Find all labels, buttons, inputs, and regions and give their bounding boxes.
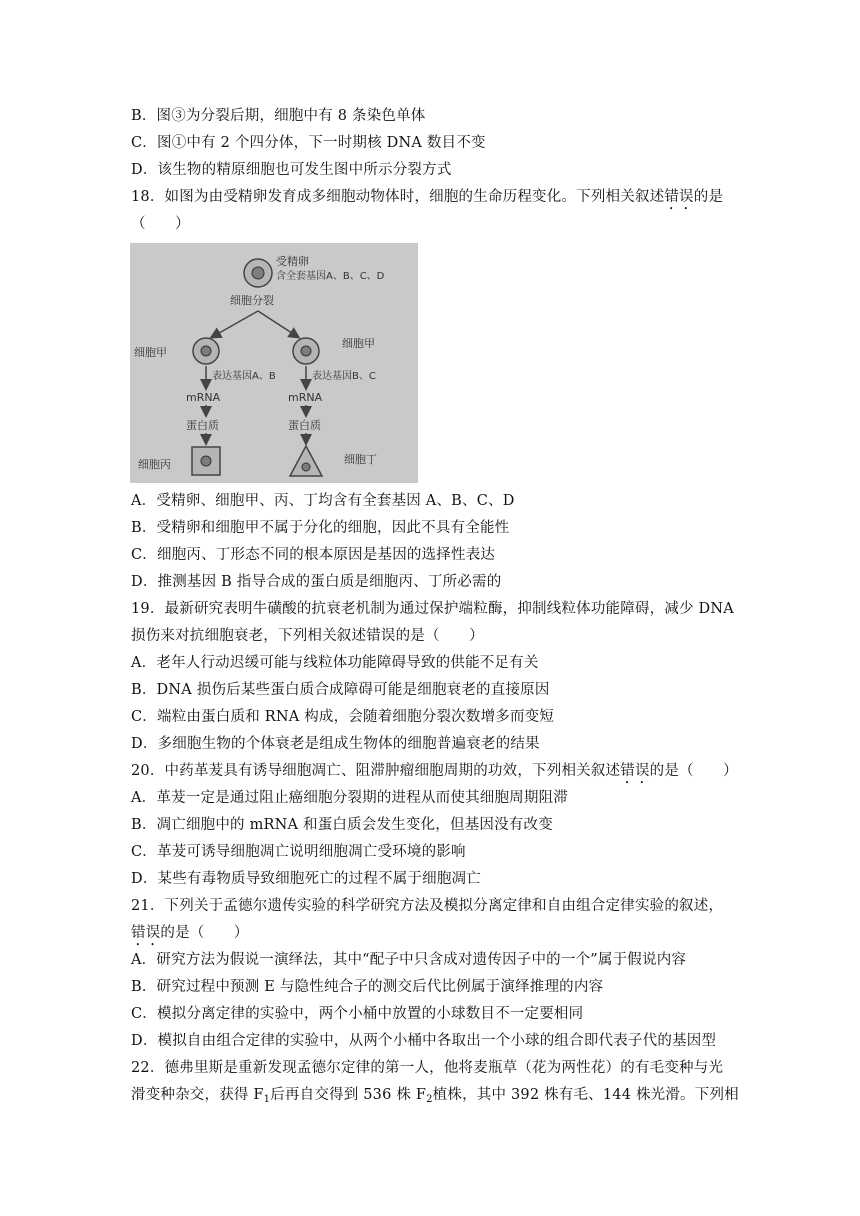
q18-option-c: C．细胞丙、丁形态不同的根本原因是基因的选择性表达 bbox=[131, 547, 496, 563]
q21-stem-line1: 21．下列关于孟德尔遗传实验的科学研究方法及模拟分离定律和自由组合定律实验的叙述， bbox=[131, 898, 724, 914]
zygote-label: 受精卵 bbox=[276, 255, 309, 268]
q21-option-c: C．模拟分离定律的实验中，两个小桶中放置的小球数目不一定要相同 bbox=[131, 1006, 584, 1022]
q21-stem-tail: 的是（ ） bbox=[160, 925, 249, 941]
q18-answer-paren: （ ） bbox=[131, 216, 190, 232]
q17-option-d: D．该生物的精原细胞也可发生图中所示分裂方式 bbox=[131, 162, 452, 178]
protein-right-label: 蛋白质 bbox=[288, 419, 321, 432]
q18-option-b: B．受精卵和细胞甲不属于分化的细胞，因此不具有全能性 bbox=[131, 520, 510, 536]
express-right-label: 表达基因B、C bbox=[312, 371, 376, 382]
q21-option-a: A．研究方法为假说一演绎法，其中“配子中只含成对遗传因子中的一个”属于假说内容 bbox=[131, 952, 687, 968]
q22-stem-line1: 22．德弗里斯是重新发现孟德尔定律的第一人，他将麦瓶草（花为两性花）的有毛变种与光 bbox=[131, 1060, 724, 1076]
mrna-right-label: mRNA bbox=[288, 391, 323, 404]
q19-option-a: A．老年人行动迟缓可能与线粒体功能障碍导致的供能不足有关 bbox=[131, 655, 539, 671]
q17-option-c: C．图①中有 2 个四分体，下一时期核 DNA 数目不变 bbox=[131, 135, 486, 151]
q18-stem-text: 18．如图为由受精卵发育成多细胞动物体时，细胞的生命历程变化。下列相关叙述 bbox=[131, 189, 665, 205]
cell-bing-square bbox=[192, 447, 220, 475]
q21-option-b: B．研究过程中预测 E 与隐性纯合子的测交后代比例属于演绎推理的内容 bbox=[131, 979, 604, 995]
q22-text-a: 滑变种杂交，获得 F bbox=[131, 1087, 264, 1103]
cell-differentiation-figure bbox=[130, 243, 418, 483]
figure-svg bbox=[130, 243, 418, 483]
q22-stem-line2 bbox=[131, 1085, 739, 1110]
arrow-left-branch bbox=[212, 311, 258, 337]
q22-text-c: 植株，其中 392 株有毛、144 株光滑。下列相 bbox=[432, 1087, 739, 1103]
q18-stem bbox=[131, 187, 734, 213]
cell-jia-right-label: 细胞甲 bbox=[342, 337, 375, 350]
cell-ding-label: 细胞丁 bbox=[344, 453, 377, 466]
q20-stem-tail: 的是（ ） bbox=[649, 763, 738, 779]
arrow-right-branch bbox=[258, 311, 298, 337]
q20-stem-emphasis: 错误 bbox=[620, 763, 650, 779]
q21-option-d: D．模拟自由组合定律的实验中，从两个小桶中各取出一个小球的组合即代表子代的基因型 bbox=[131, 1033, 717, 1049]
zygote-genes-label: 含全套基因A、B、C、D bbox=[276, 271, 385, 282]
cell-jia-left bbox=[193, 338, 219, 364]
cell-jia-left-label: 细胞甲 bbox=[134, 346, 167, 359]
division-label: 细胞分裂 bbox=[230, 294, 274, 307]
q19-option-d: D．多细胞生物的个体衰老是组成生物体的细胞普遍衰老的结果 bbox=[131, 736, 540, 752]
express-left-label: 表达基因A、B bbox=[212, 371, 276, 382]
q19-option-b: B．DNA 损伤后某些蛋白质合成障碍可能是细胞衰老的直接原因 bbox=[131, 682, 550, 698]
cell-jia-right bbox=[293, 338, 319, 364]
q19-stem-line2: 损伤来对抗细胞衰老，下列相关叙述错误的是（ ） bbox=[131, 628, 484, 644]
protein-left-label: 蛋白质 bbox=[186, 419, 219, 432]
q20-option-d: D．某些有毒物质导致细胞死亡的过程不属于细胞凋亡 bbox=[131, 871, 481, 887]
q18-option-a: A．受精卵、细胞甲、丙、丁均含有全套基因 A、B、C、D bbox=[131, 493, 515, 509]
q18-option-d: D．推测基因 B 指导合成的蛋白质是细胞丙、丁所必需的 bbox=[131, 574, 502, 590]
q22-sub-f2: 2 bbox=[426, 1094, 433, 1105]
q18-stem-tail: 的是 bbox=[693, 189, 724, 205]
zygote-cell bbox=[244, 259, 272, 287]
q21-stem-line2 bbox=[131, 923, 734, 949]
q22-text-b: 后再自交得到 536 株 F bbox=[270, 1087, 427, 1103]
q20-option-b: B．凋亡细胞中的 mRNA 和蛋白质会发生变化，但基因没有改变 bbox=[131, 817, 553, 833]
q17-option-b: B．图③为分裂后期，细胞中有 8 条染色单体 bbox=[131, 108, 426, 124]
q21-stem-emphasis: 错误 bbox=[131, 925, 161, 941]
q20-stem-text: 20．中药革茇具有诱导细胞凋亡、阻滞肿瘤细胞周期的功效，下列相关叙述 bbox=[131, 763, 621, 779]
q20-option-c: C．革茇可诱导细胞凋亡说明细胞凋亡受环境的影响 bbox=[131, 844, 466, 860]
cell-ding-triangle bbox=[290, 446, 322, 476]
mrna-left-label: mRNA bbox=[186, 391, 221, 404]
q22-sub-f1: 1 bbox=[263, 1094, 271, 1105]
q19-stem-line1: 19．最新研究表明牛磺酸的抗衰老机制为通过保护端粒酶，抑制线粒体功能障碍，减少 DNA bbox=[131, 601, 734, 617]
q20-option-a: A．革茇一定是通过阻止癌细胞分裂期的进程从而使其细胞周期阻滞 bbox=[131, 790, 568, 806]
q18-stem-emphasis: 错误 bbox=[664, 189, 694, 205]
cell-bing-label: 细胞丙 bbox=[138, 458, 171, 471]
q20-stem bbox=[131, 761, 738, 787]
q19-option-c: C．端粒由蛋白质和 RNA 构成，会随着细胞分裂次数增多而变短 bbox=[131, 709, 555, 725]
